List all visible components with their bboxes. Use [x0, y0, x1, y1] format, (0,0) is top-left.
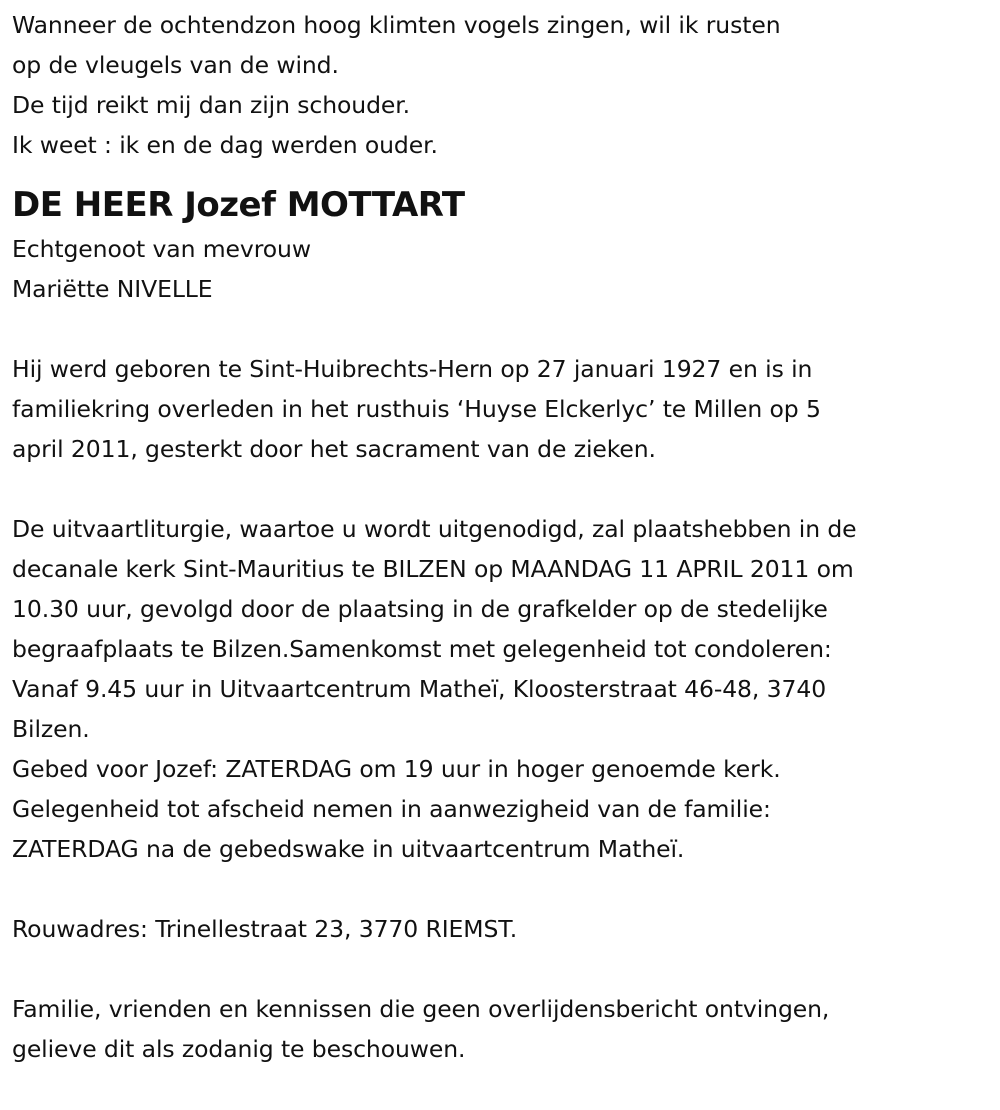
- spouse-line: Echtgenoot van mevrouw: [12, 235, 311, 263]
- poem: [12, 5, 1000, 165]
- poem-line: De tijd reikt mij dan zijn schouder.: [12, 91, 411, 119]
- closing-paragraph: [12, 989, 1000, 1069]
- paragraph-line: Vanaf 9.45 uur in Uitvaartcentrum Matheï, Kloosterstraat 46-48, 3740: [12, 675, 827, 703]
- paragraph-line: 10.30 uur, gevolgd door de plaatsing in de grafkelder op de stedelijke: [12, 595, 828, 623]
- deceased-name: DE HEER Jozef MOTTART: [12, 185, 465, 225]
- paragraph-line: Gelegenheid tot afscheid nemen in aanwezigheid van de familie:: [12, 795, 771, 823]
- poem-line: Ik weet : ik en de dag werden ouder.: [12, 131, 438, 159]
- paragraph-line: De uitvaartliturgie, waartoe u wordt uitgenodigd, zal plaatshebben in de: [12, 515, 857, 543]
- paragraph-line: Hij werd geboren te Sint-Huibrechts-Hern op 27 januari 1927 en is in: [12, 355, 813, 383]
- poem-line: Wanneer de ochtendzon hoog klimten vogels zingen, wil ik rusten: [12, 11, 781, 39]
- poem-line: op de vleugels van de wind.: [12, 51, 339, 79]
- paragraph-line: april 2011, gesterkt door het sacrament van de zieken.: [12, 435, 656, 463]
- paragraph-line: decanale kerk Sint-Mauritius te BILZEN op MAANDAG 11 APRIL 2011 om: [12, 555, 854, 583]
- paragraph-line: Familie, vrienden en kennissen die geen overlijdensbericht ontvingen,: [12, 995, 830, 1023]
- paragraph-line: Bilzen.: [12, 715, 90, 743]
- birth-death-paragraph: [12, 349, 1000, 469]
- paragraph-line: gelieve dit als zodanig te beschouwen.: [12, 1035, 466, 1063]
- funeral-paragraph: [12, 509, 1000, 869]
- mourning-address: Rouwadres: Trinellestraat 23, 3770 RIEMST.: [12, 915, 518, 943]
- paragraph-line: familiekring overleden in het rusthuis ‘Huyse Elckerlyc’ te Millen op 5: [12, 395, 821, 423]
- spouse-line: Mariëtte NIVELLE: [12, 275, 213, 303]
- paragraph-line: ZATERDAG na de gebedswake in uitvaartcentrum Matheï.: [12, 835, 685, 863]
- paragraph-line: Gebed voor Jozef: ZATERDAG om 19 uur in hoger genoemde kerk.: [12, 755, 781, 783]
- paragraph-line: begraafplaats te Bilzen.Samenkomst met gelegenheid tot condoleren:: [12, 635, 832, 663]
- spouse-info: [12, 229, 1000, 309]
